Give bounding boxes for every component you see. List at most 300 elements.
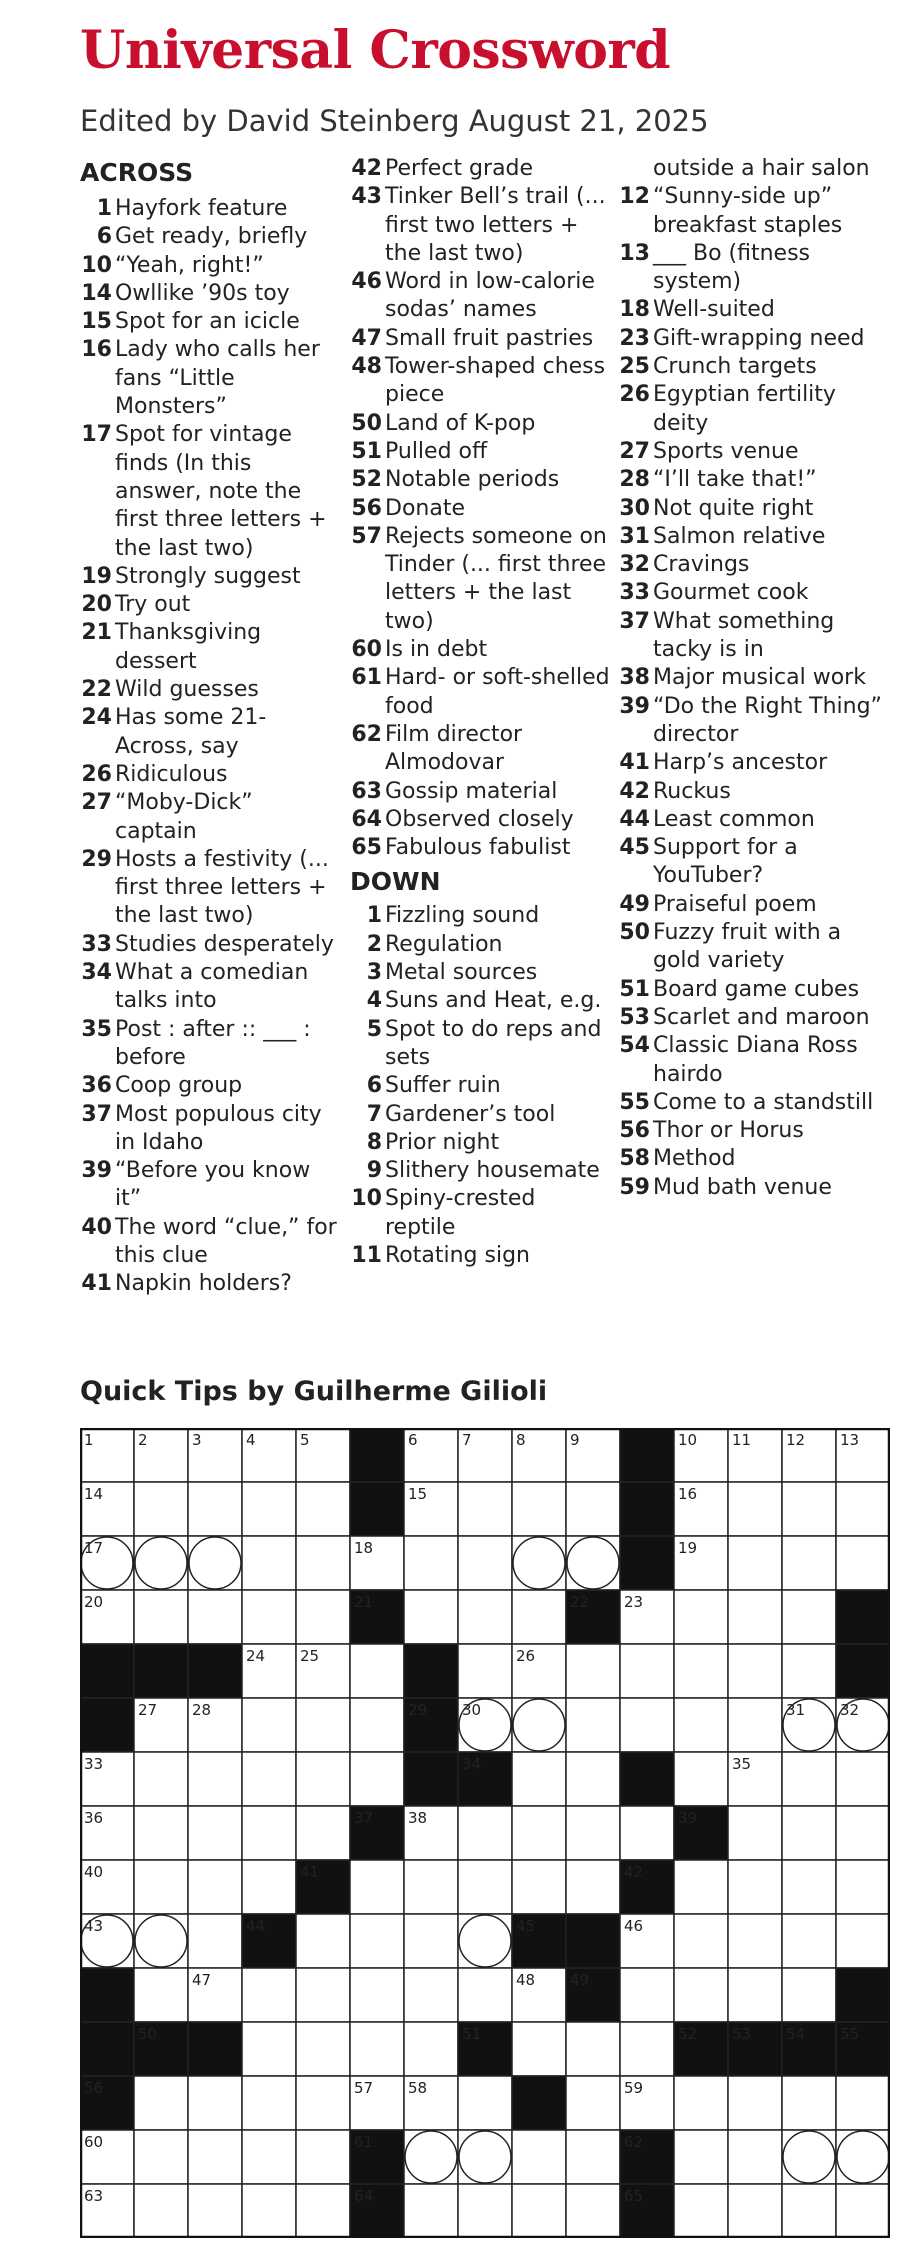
clue-text: Harp’s ancestor [653,750,828,776]
grid-cell[interactable] [188,1806,242,1860]
clue-number: 10 [81,252,112,278]
down-clue-7 [350,1101,610,1129]
grid-cell[interactable] [296,1752,350,1806]
clue-number: 20 [81,592,112,618]
grid-cell[interactable] [296,1914,350,1968]
grid-cell[interactable] [566,1644,620,1698]
grid-cell[interactable] [404,2022,458,2076]
grid-cell[interactable] [782,1752,836,1806]
clue-text: Gift-wrapping need [653,325,865,351]
clue-number: 61 [351,665,382,691]
grid-cell[interactable] [188,1752,242,1806]
cell-number: 7 [462,1431,472,1449]
black-square [566,1914,620,1968]
down-clue-49 [618,891,893,919]
clue-number: 12 [619,184,650,210]
grid-cell[interactable] [620,1644,674,1698]
grid-cell[interactable] [836,2076,890,2130]
cell-number: 59 [624,2079,644,2097]
across-clue-43 [350,183,610,268]
grid-cell[interactable] [728,2184,782,2238]
grid-cell[interactable] [782,1806,836,1860]
clue-text: Observed closely [385,806,574,832]
grid-cell[interactable] [566,1698,620,1752]
grid-cell[interactable] [620,1698,674,1752]
clue-number: 22 [81,677,112,703]
clue-number: 50 [619,920,650,946]
grid-cell[interactable] [728,1698,782,1752]
black-square [620,1536,674,1590]
grid-cell[interactable] [134,1590,188,1644]
black-square [620,1428,674,1482]
clue-number: 53 [619,1004,650,1030]
grid-cell[interactable] [296,2184,350,2238]
clue-number: 56 [619,1118,650,1144]
grid-cell[interactable] [512,1860,566,1914]
clue-text: Well-suited [653,297,775,323]
grid-cell[interactable] [242,2022,296,2076]
grid-cell[interactable] [674,1698,728,1752]
grid-cell[interactable] [782,1482,836,1536]
grid-cell[interactable] [566,1860,620,1914]
down-clue-58 [618,1145,893,1173]
down-clue-39 [618,693,893,750]
grid-cell[interactable] [458,1644,512,1698]
clue-text: “Moby-Dick” captain [115,790,253,844]
across-clue-35 [80,1016,340,1073]
grid-cell[interactable] [458,1590,512,1644]
clue-number: 19 [81,563,112,589]
black-square [836,1644,890,1698]
clue-number: 39 [81,1158,112,1184]
clue-text: Spot for an icicle [115,309,300,335]
across-clue-14 [80,280,340,308]
clue-number: 63 [351,778,382,804]
grid-cell[interactable] [512,2130,566,2184]
clue-text: Spot for vintage finds (In this answer, note the first three letters + the last two) [115,422,327,561]
grid-cell[interactable] [458,1536,512,1590]
grid-cell[interactable] [242,2076,296,2130]
clue-number: 35 [81,1016,112,1042]
crossword-grid[interactable] [80,1428,890,2238]
grid-cell[interactable] [134,1860,188,1914]
clue-text: Try out [115,592,191,618]
grid-cell[interactable] [728,2130,782,2184]
across-clue-41 [80,1270,340,1298]
down-clue-27 [618,438,893,466]
clue-number: 24 [81,705,112,731]
black-square [620,1482,674,1536]
grid-cell[interactable] [134,2130,188,2184]
cell-number: 28 [192,1701,212,1719]
grid-cell[interactable] [728,1968,782,2022]
down-clue-list-continued [618,183,893,1202]
grid-cell[interactable] [566,1482,620,1536]
across-clue-15 [80,308,340,336]
down-clue-41 [618,749,893,777]
grid-cell[interactable] [350,1644,404,1698]
clue-text: Slithery housemate [385,1158,600,1184]
grid-cell[interactable] [134,1752,188,1806]
clue-number: 27 [619,438,650,464]
grid-cell[interactable] [242,1698,296,1752]
grid-cell[interactable] [782,1914,836,1968]
clue-text: Mud bath venue [653,1174,832,1200]
across-clue-33 [80,931,340,959]
clue-text: Gardener’s tool [385,1101,556,1127]
cell-number: 10 [678,1431,698,1449]
across-clue-list-continued [350,155,610,862]
clue-number: 6 [96,224,112,250]
clue-number: 60 [351,637,382,663]
down-clue-55 [618,1089,893,1117]
down-clue-1 [350,902,610,930]
cell-number: 12 [786,1431,806,1449]
grid-cell[interactable] [350,1968,404,2022]
clue-text: Post : after :: ___ : before [115,1016,311,1070]
clue-text: Hard- or soft-shelled food [385,665,610,719]
grid-cell[interactable] [674,2184,728,2238]
grid-cell[interactable] [728,1806,782,1860]
grid-cell[interactable] [296,1590,350,1644]
grid-cell[interactable] [728,1644,782,1698]
grid-cell[interactable] [782,1860,836,1914]
cell-number: 13 [840,1431,860,1449]
cell-number: 51 [462,2025,482,2043]
grid-cell[interactable] [242,1806,296,1860]
black-square [188,1644,242,1698]
grid-cell[interactable] [512,2022,566,2076]
grid-cell[interactable] [458,2184,512,2238]
grid-cell[interactable] [674,1968,728,2022]
grid-cell[interactable] [512,1752,566,1806]
across-clue-24 [80,704,340,761]
clue-text: Thanksgiving dessert [115,620,262,674]
grid-cell[interactable] [242,1752,296,1806]
down-clue-9 [350,1157,610,1185]
clue-number: 26 [81,761,112,787]
across-clue-61 [350,664,610,721]
grid-cell[interactable] [836,1806,890,1860]
grid-cell[interactable] [404,1968,458,2022]
grid-cell[interactable] [242,2130,296,2184]
grid-cell[interactable] [836,1860,890,1914]
across-clue-list [80,195,340,1299]
grid-cell[interactable] [836,1536,890,1590]
down-clue-50 [618,919,893,976]
down-clue-37 [618,608,893,665]
across-clue-51 [350,438,610,466]
across-clue-16 [80,336,340,421]
grid-cell[interactable] [728,1590,782,1644]
across-clue-1 [80,195,340,223]
grid-cell[interactable] [674,1914,728,1968]
grid-cell[interactable] [836,1482,890,1536]
grid-cell[interactable] [620,1968,674,2022]
clue-text: Ridiculous [115,761,228,787]
grid-cell[interactable] [188,2130,242,2184]
grid-cell[interactable] [350,1860,404,1914]
clue-column-1 [80,155,340,1299]
grid-cell[interactable] [566,2130,620,2184]
grid-cell[interactable] [836,1752,890,1806]
clue-text: Support for a YouTuber? [653,835,798,889]
grid-cell[interactable] [188,1860,242,1914]
cell-number: 32 [840,1701,860,1719]
grid-cell[interactable] [350,1698,404,1752]
down-clue-8 [350,1129,610,1157]
cell-number: 22 [570,1593,590,1611]
down-clue-28 [618,466,893,494]
grid-cell[interactable] [458,1860,512,1914]
grid-cell[interactable] [296,2130,350,2184]
clue-text: Rejects someone on Tinder (... first three letters + the last two) [385,523,607,634]
grid-cell[interactable] [296,1698,350,1752]
clue-number: 34 [81,960,112,986]
grid-cell[interactable] [242,2184,296,2238]
grid-cell[interactable] [458,1968,512,2022]
clue-number: 50 [351,410,382,436]
clue-number: 31 [619,523,650,549]
down-clue-42 [618,778,893,806]
grid-cell[interactable] [728,2076,782,2130]
clue-text: Tinker Bell’s trail (... first two letters + the last two) [385,184,606,266]
down-clue-56 [618,1117,893,1145]
grid-cell[interactable] [404,1860,458,1914]
clue-number: 30 [619,495,650,521]
grid-cell[interactable] [674,1644,728,1698]
down-clue-51 [618,976,893,1004]
grid-cell[interactable] [242,1536,296,1590]
clue-text: What a comedian talks into [115,960,309,1014]
cell-number: 52 [678,2025,698,2043]
clue-text: Classic Diana Ross hairdo [653,1033,858,1087]
grid-cell[interactable] [404,1590,458,1644]
grid-cell[interactable] [674,1590,728,1644]
grid-cell[interactable] [674,2130,728,2184]
clue-text: Thor or Horus [653,1118,804,1144]
grid-cell[interactable] [620,1806,674,1860]
grid-cell[interactable] [296,1806,350,1860]
clue-number: 38 [619,665,650,691]
grid-cell[interactable] [566,2076,620,2130]
across-clue-34 [80,959,340,1016]
across-clue-57 [350,523,610,636]
clue-number: 57 [351,523,382,549]
across-clue-64 [350,806,610,834]
clue-number: 18 [619,297,650,323]
grid-cell[interactable] [512,1806,566,1860]
grid-cell[interactable] [188,1590,242,1644]
black-square [620,1752,674,1806]
grid-cell[interactable] [620,2022,674,2076]
grid-cell[interactable] [458,1806,512,1860]
across-clue-52 [350,466,610,494]
grid-cell[interactable] [836,2184,890,2238]
clue-number: 42 [351,156,382,181]
grid-cell[interactable] [296,1482,350,1536]
clue-column-3 [618,155,893,1202]
down-clue-33 [618,579,893,607]
grid-cell[interactable] [458,2076,512,2130]
cell-number: 4 [246,1431,256,1449]
grid-cell[interactable] [404,2184,458,2238]
across-heading: ACROSS [80,158,194,187]
cell-number: 24 [246,1647,266,1665]
grid-cell[interactable] [242,1968,296,2022]
black-square [134,1644,188,1698]
clue-number: 11 [351,1242,382,1268]
grid-cell[interactable] [458,1482,512,1536]
clue-text: Most populous city in Idaho [115,1101,322,1155]
grid-cell[interactable] [512,1482,566,1536]
cell-number: 15 [408,1485,428,1503]
down-clue-26 [618,381,893,438]
black-square [80,2022,134,2076]
cell-number: 39 [678,1809,698,1827]
clue-number: 58 [619,1146,650,1172]
grid-cell[interactable] [782,1590,836,1644]
clue-number: 1 [96,196,112,221]
cell-number: 48 [516,1971,536,1989]
cell-number: 21 [354,1593,374,1611]
grid-cell[interactable] [188,2184,242,2238]
clue-text: Not quite right [653,495,814,521]
grid-cell[interactable] [296,2022,350,2076]
across-clue-50 [350,410,610,438]
clue-number: 41 [81,1271,112,1297]
grid-cell[interactable] [728,1914,782,1968]
clue-text: “Do the Right Thing” director [653,693,882,747]
clue-text: Suns and Heat, e.g. [385,988,602,1014]
grid-cell[interactable] [134,1482,188,1536]
across-clue-10 [80,252,340,280]
grid-cell[interactable] [350,1752,404,1806]
grid-cell[interactable] [188,1482,242,1536]
clue-text: Donate [385,495,465,521]
clue-text: Spot to do reps and sets [385,1016,602,1070]
grid-cell[interactable] [836,1914,890,1968]
grid-cell[interactable] [728,1482,782,1536]
clue-number: 62 [351,721,382,747]
black-square [404,1752,458,1806]
across-clue-27 [80,789,340,846]
grid-cell[interactable] [134,2076,188,2130]
across-clue-46 [350,268,610,325]
cell-number: 36 [84,1809,104,1827]
grid-cell[interactable] [242,1860,296,1914]
grid-cell[interactable] [242,1590,296,1644]
clue-number: 2 [366,931,382,957]
black-square [188,2022,242,2076]
cell-number: 26 [516,1647,536,1665]
down-clue-4 [350,987,610,1015]
grid-cell[interactable] [566,2022,620,2076]
grid-cell[interactable] [188,1914,242,1968]
grid-cell[interactable] [242,1482,296,1536]
clue-text: Owllike ’90s toy [115,280,290,306]
grid-cell[interactable] [782,2184,836,2238]
clue-number: 16 [81,337,112,363]
grid-cell[interactable] [566,1752,620,1806]
clue-number: 59 [619,1174,650,1200]
down-clue-23 [618,325,893,353]
cell-number: 41 [300,1863,320,1881]
clue-text: What something tacky is in [653,608,835,663]
grid-cell[interactable] [188,2076,242,2130]
across-clue-26 [80,761,340,789]
clue-number: 17 [81,422,112,448]
clue-text: Least common [653,806,815,832]
clue-column-2 [350,155,610,1270]
cell-number: 50 [138,2025,158,2043]
grid-cell[interactable] [134,1806,188,1860]
grid-cell[interactable] [296,1968,350,2022]
grid-cell[interactable] [134,1968,188,2022]
grid-cell[interactable] [512,1590,566,1644]
across-clue-62 [350,721,610,778]
cell-number: 47 [192,1971,212,1989]
grid-cell[interactable] [404,1536,458,1590]
grid-cell[interactable] [782,1536,836,1590]
clue-number: 56 [351,495,382,521]
clue-text: Sports venue [653,438,799,464]
clue-text: Gourmet cook [653,580,809,606]
grid-cell[interactable] [782,2076,836,2130]
grid-cell[interactable] [404,1914,458,1968]
clue-text: Rotating sign [385,1242,530,1268]
black-square [80,1698,134,1752]
cell-number: 31 [786,1701,806,1719]
grid-cell[interactable] [566,2184,620,2238]
clue-number: 15 [81,309,112,335]
clue-number: 43 [351,184,382,210]
cell-number: 27 [138,1701,158,1719]
cell-number: 46 [624,1917,644,1935]
clue-text: Come to a standstill [653,1089,874,1115]
grid-cell[interactable] [350,2022,404,2076]
grid-cell[interactable] [296,1536,350,1590]
clue-text: Gossip material [385,778,558,804]
cell-number: 19 [678,1539,698,1557]
cell-number: 16 [678,1485,698,1503]
grid-cell[interactable] [674,1860,728,1914]
clue-number: 29 [81,846,112,872]
grid-cell[interactable] [296,2076,350,2130]
clue-text: “Yeah, right!” [115,252,264,278]
cell-number: 49 [570,1971,590,1989]
grid-cell[interactable] [350,1914,404,1968]
grid-cell[interactable] [728,1860,782,1914]
down-clue-11 [350,1242,610,1270]
across-clue-47 [350,325,610,353]
across-clue-40 [80,1214,340,1271]
grid-cell[interactable] [674,1752,728,1806]
down-clue-32 [618,551,893,579]
down-clue-30 [618,495,893,523]
grid-cell[interactable] [566,1806,620,1860]
grid-cell[interactable] [512,2184,566,2238]
clue-text: Napkin holders? [115,1271,292,1297]
grid-cell[interactable] [782,1968,836,2022]
grid-cell[interactable] [674,2076,728,2130]
grid-cell[interactable] [782,1644,836,1698]
clue-text: Hayfork feature [115,196,288,221]
cell-number: 61 [354,2133,374,2151]
grid-cell[interactable] [728,1536,782,1590]
grid-cell[interactable] [134,2184,188,2238]
across-clue-37 [80,1101,340,1158]
